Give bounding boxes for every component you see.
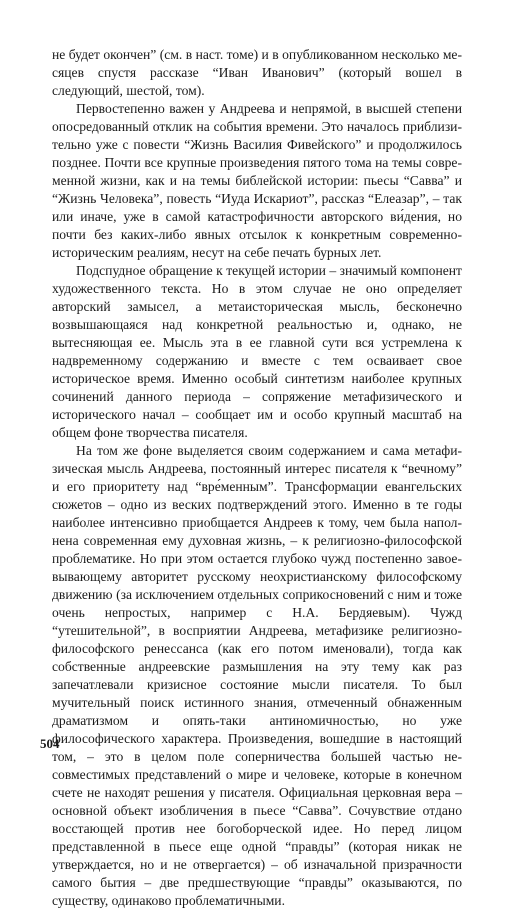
page-number: 504 bbox=[40, 736, 60, 751]
page-body bbox=[52, 46, 462, 910]
paragraph: На том же фоне выделяется своим содержанием и сама метафизическая мысль Андреева, постоянный интерес писателя к “вечному” и его приоритету над “вре́менным”. Трансформации евангельских сюжетов – одно из веских подтверждений этого. Именно в те годы наиболее интенсивно приобщается Андреев к тому, чем была наполнена современная ему духовная жизнь, – к религиозно-философской проблематике. Но при этом остается глубоко чужд постепенно завоевывающему авторитет русскому неохристианскому философскому движению (за исключением отдельных соприкосновений с ним и тоже очень непростых, например с Н.А. Бердяевым). Чужд “утешительной”, в восприятии Андреева, метафизике религиозно-философского ренессанса (как его потом именовали), тогда как собственные андреевские размышления на эту тему как раз запечатлевали кризисное состояние мысли писателя. То был мучительный поиск истинного знания, отмеченный обнаженным драматизмом и опять-таки антиномичностью, но уже философического характера. Произведения, вошедшие в настоящий том, – это в целом поле соперничества большей частью несовместимых представлений о мире и человеке, которые в конечном счете не находят решения у писателя. Официальная церковная вера – основной объект изобличения в пьесе “Савва”. Сочувствие отдано восстающей против нее богоборческой идее. Но перед лицом представленной в пьесе еще одной “правды” (которая никак не утверждается, но и не отвергается) – об изначальной призрачности самого бытия – две предшествующие “правды” оказываются, по существу, одинаково проблематичными. bbox=[52, 443, 462, 908]
paragraph-continuation: не будет окончен” (см. в наст. томе) и в опубликованном несколько месяцев спустя рассказе “Иван Иванович” (который вошел в следующий, шестой, том). bbox=[52, 47, 462, 98]
paragraph: Подспудное обращение к текущей истории – значимый компонент художественного текста. Но в этом случае не оно определяет авторский замысел, а метаисторическая мысль, бесконечно возвышающаяся над конкретной реальностью и, однако, не вытесняющая ее. Мысль эта в ее главной сути вся устремлена к надвременному содержанию и вместе с тем осваивает свое историческое время. Именно особый синтетизм наиболее крупных сочинений данного периода – сопряжение метафизического и исторического начал – сообщает им и особо крупный масштаб на общем фоне творчества писателя. bbox=[52, 263, 462, 440]
paragraph: Первостепенно важен у Андреева и непрямой, в высшей степени опосредованный отклик на события времени. Это началось приблизительно уже с повести “Жизнь Василия Фивейского” и продолжилось позднее. Почти все крупные произведения пятого тома на темы современной жизни, как и на темы библейской истории: пьесы “Савва” и “Жизнь Человека”, повесть “Иуда Искариот”, рассказ “Елеазар”, – так или иначе, уже в самой катастрофичности авторского ви́дения, но почти без каких-либо явных отсылок к конкретным современно-историческим реалиям, несут на себе печать бурных лет. bbox=[52, 101, 462, 260]
